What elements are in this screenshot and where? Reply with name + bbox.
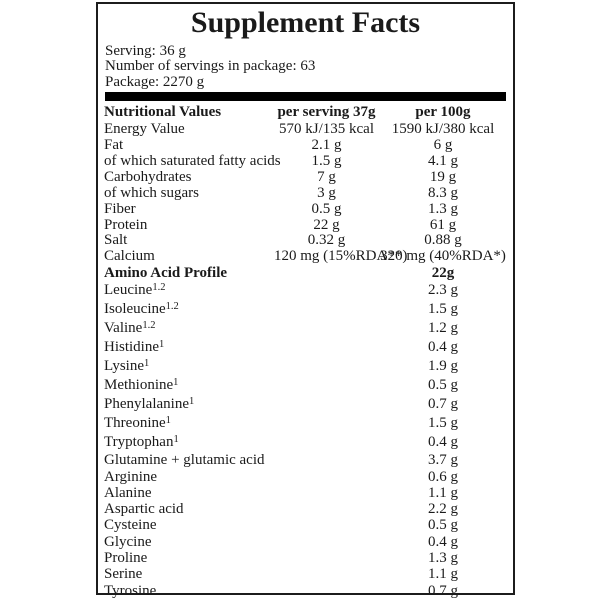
amino-acid-row bbox=[104, 501, 507, 517]
nutrient-name: Energy Value bbox=[104, 121, 185, 138]
amino-acid-name: Cysteine bbox=[104, 517, 157, 534]
per-100g-value: 1.1 g bbox=[428, 484, 458, 501]
per-100g-value: 1.5 g bbox=[428, 301, 458, 318]
per-100g-value: 1.1 g bbox=[428, 566, 458, 583]
amino-acid-row bbox=[104, 433, 507, 452]
per-serving-value: 0.32 g bbox=[307, 232, 346, 249]
amino-acid-name: Leucine$^{1.2}$ bbox=[104, 282, 166, 299]
per-serving-value: 120 mg (15%RDA**) bbox=[274, 248, 408, 265]
nutrient-name: of which sugars bbox=[104, 184, 199, 201]
amino-acid-row bbox=[104, 550, 507, 566]
per-100g-value: 0.6 g bbox=[428, 468, 458, 485]
amino-acid-name: Glycine bbox=[104, 533, 152, 550]
amino-acid-row bbox=[104, 281, 507, 300]
nutrient-name: of which saturated fatty acids bbox=[104, 153, 281, 169]
per-serving-value: 3 g bbox=[317, 184, 336, 201]
per-serving-value: 570 kJ/135 kcal bbox=[279, 121, 374, 138]
footnote-reference: 1 bbox=[159, 339, 165, 351]
amino-acid-profile-header-row bbox=[104, 265, 507, 281]
per-100g-value: 0.4 g bbox=[428, 533, 458, 550]
per-serving-value: 0.5 g bbox=[311, 200, 342, 217]
footnote-reference: 1.2 bbox=[152, 282, 166, 294]
per-100g-value: 1.5 g bbox=[428, 415, 458, 432]
column-header-per-100g: per 100g bbox=[415, 104, 471, 121]
footnote-reference: 1.2 bbox=[165, 301, 179, 313]
thick-divider-bar bbox=[105, 92, 506, 101]
per-100g-value: 0.7 g bbox=[428, 396, 458, 413]
nutrient-name: Protein bbox=[104, 216, 148, 233]
per-100g-value: 1.3 g bbox=[428, 550, 458, 567]
nutrition-table-row bbox=[104, 233, 507, 249]
nutrition-table-row bbox=[104, 154, 507, 170]
table-header-row bbox=[104, 101, 507, 122]
per-100g-value: 0.88 g bbox=[424, 232, 462, 249]
per-100g-value: 1.2 g bbox=[428, 320, 458, 337]
amino-acid-row bbox=[104, 517, 507, 533]
nutrient-name: Salt bbox=[104, 232, 128, 249]
per-100g-value: 0.5 g bbox=[428, 517, 458, 534]
serving-size-text: Serving: 36 g bbox=[105, 43, 186, 59]
nutrition-table-row bbox=[104, 170, 507, 186]
footnote-reference: 1 bbox=[165, 415, 171, 427]
amino-acid-name: Phenylalanine$^1$ bbox=[104, 396, 195, 413]
amino-acid-row bbox=[104, 357, 507, 376]
amino-acid-name: Methionine$^1$ bbox=[104, 377, 179, 394]
nutrition-table-row bbox=[104, 249, 507, 265]
nutrition-table-row bbox=[104, 218, 507, 234]
amino-acid-name: Glutamine + glutamic acid bbox=[104, 452, 265, 469]
amino-acid-row bbox=[104, 395, 507, 414]
amino-acid-name: Tryptophan$^1$ bbox=[104, 434, 179, 451]
per-100g-value: 0.4 g bbox=[428, 434, 458, 451]
amino-acid-row bbox=[104, 319, 507, 338]
package-weight-text: Package: 2270 g bbox=[105, 73, 205, 90]
amino-acid-name: Aspartic acid bbox=[104, 501, 184, 518]
amino-acid-profile-title: Amino Acid Profile bbox=[104, 265, 228, 282]
amino-rows bbox=[104, 281, 507, 599]
per-100g-value: 4.1 g bbox=[428, 153, 458, 169]
nutrient-name: Calcium bbox=[104, 248, 155, 265]
per-100g-value: 1.9 g bbox=[428, 358, 458, 375]
servings-per-package-text: Number of servings in package: 63 bbox=[105, 58, 316, 75]
amino-acid-name: Proline bbox=[104, 550, 148, 567]
nutrient-name: Fiber bbox=[104, 200, 136, 217]
footnote-reference: 1 bbox=[173, 434, 179, 446]
label-title: Supplement Facts bbox=[190, 6, 421, 39]
amino-acid-name: Arginine bbox=[104, 468, 158, 485]
footnote-reference: 1 bbox=[188, 396, 195, 408]
footnote-reference: 1 bbox=[144, 358, 150, 370]
amino-acid-row bbox=[104, 414, 507, 433]
per-100g-value: 0.4 g bbox=[428, 339, 458, 356]
column-header-nutritional-values: Nutritional Values bbox=[104, 104, 222, 121]
per-100g-value: 2.3 g bbox=[428, 282, 458, 299]
amino-acid-row bbox=[104, 300, 507, 319]
per-100g-value: 3.7 g bbox=[428, 452, 458, 469]
amino-acid-row bbox=[104, 566, 507, 582]
amino-acid-row bbox=[104, 469, 507, 485]
amino-acid-row bbox=[104, 485, 507, 501]
nutrient-name: Fat bbox=[104, 137, 124, 154]
per-100g-value: 8.3 g bbox=[428, 184, 458, 201]
per-100g-value: 0.7 g bbox=[428, 582, 458, 599]
amino-acid-name: Valine$^{1.2}$ bbox=[104, 320, 156, 337]
column-header-per-serving: per serving 37g bbox=[277, 104, 376, 121]
per-100g-value: 1590 kJ/380 kcal bbox=[391, 121, 495, 138]
amino-acid-row bbox=[104, 338, 507, 357]
amino-acid-name: Threonine$^1$ bbox=[104, 415, 171, 432]
amino-acid-row bbox=[104, 534, 507, 550]
serving-info-block bbox=[104, 44, 507, 90]
per-100g-value: 0.5 g bbox=[428, 377, 458, 394]
nutrition-table-row bbox=[104, 186, 507, 202]
amino-acid-name: Isoleucine$^{1.2}$ bbox=[104, 301, 179, 318]
per-100g-value: 61 g bbox=[429, 216, 457, 233]
per-100g-value: 2.2 g bbox=[428, 501, 458, 518]
supplement-facts-label bbox=[96, 2, 515, 599]
per-serving-value: 2.1 g bbox=[311, 137, 342, 154]
per-100g-value: 320 mg (40%RDA*) bbox=[380, 248, 506, 265]
nutrition-table-row bbox=[104, 122, 507, 138]
amino-total-per-100g: 22g bbox=[431, 265, 455, 282]
amino-acid-name: Serine bbox=[104, 566, 143, 583]
per-100g-value: 19 g bbox=[429, 168, 457, 185]
footnote-reference: 1.2 bbox=[142, 320, 156, 332]
per-100g-value: 1.3 g bbox=[428, 200, 458, 217]
per-serving-value: 22 g bbox=[313, 216, 340, 233]
amino-acid-row bbox=[104, 583, 507, 599]
amino-acid-name: Lysine$^1$ bbox=[104, 358, 150, 375]
per-100g-value: 6 g bbox=[433, 137, 453, 154]
amino-acid-row bbox=[104, 376, 507, 395]
amino-acid-name: Tyrosine bbox=[104, 582, 157, 599]
amino-acid-name: Alanine bbox=[104, 484, 152, 501]
amino-acid-name: Histidine$^1$ bbox=[104, 339, 165, 356]
nutrient-name: Carbohydrates bbox=[104, 168, 192, 185]
nutrition-table-row bbox=[104, 202, 507, 218]
per-serving-value: 1.5 g bbox=[311, 153, 342, 169]
footnote-reference: 1 bbox=[173, 377, 179, 389]
nutrition-rows bbox=[104, 122, 507, 265]
per-serving-value: 7 g bbox=[317, 168, 336, 185]
nutrition-table-row bbox=[104, 138, 507, 154]
amino-acid-row bbox=[104, 452, 507, 468]
